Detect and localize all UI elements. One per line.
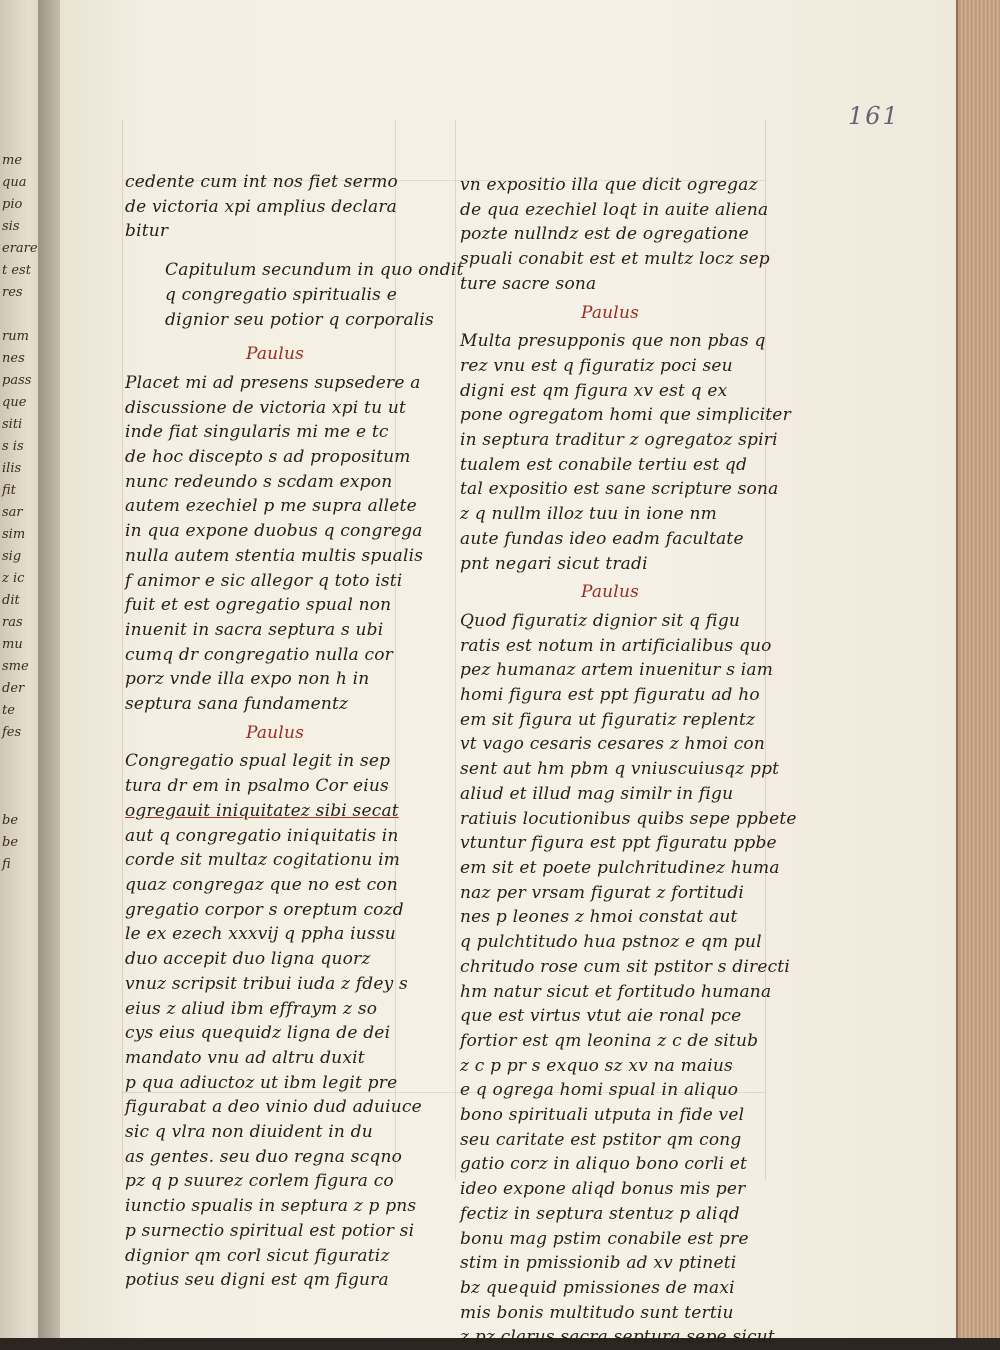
text-line: fectiz in septura stentuz p aliqd xyxy=(460,1203,740,1224)
text-line: bono spirituali utputa in fide vel xyxy=(460,1105,745,1126)
rubric-paulus: Paulus xyxy=(245,722,305,743)
text-line: autem ezechiel p me supra allete xyxy=(125,496,417,517)
text-line: bonu mag pstim conabile est pre xyxy=(460,1228,749,1249)
chapter-heading xyxy=(125,258,464,332)
text-line: ideo expone aliqd bonus mis per xyxy=(460,1179,746,1200)
text-line: chritudo rose cum sit pstitor s directi xyxy=(460,956,790,977)
paragraph xyxy=(125,371,425,717)
text-line: cumq dr congregatio nulla cor xyxy=(125,644,393,665)
text-line: naz per vrsam figurat z fortitudi xyxy=(460,882,745,903)
text-line: de hoc discepto s ad propositum xyxy=(125,447,411,468)
paragraph xyxy=(460,609,797,1350)
text-line: Quod figuratiz dignior sit q figu xyxy=(460,610,741,631)
text-line: q pulchtitudo hua pstnoz e qm pul xyxy=(460,932,762,953)
text-line: porz vnde illa expo non h in xyxy=(125,669,370,690)
opening-lines xyxy=(125,170,425,244)
text-line: p qua adiuctoz ut ibm legit pre xyxy=(125,1072,398,1093)
folio-number: 161 xyxy=(848,102,900,130)
text-line: f animor e sic allegor q toto isti xyxy=(125,570,403,591)
text-line: pz q p suurez corlem figura co xyxy=(125,1171,394,1192)
text-line: nunc redeundo s scdam expon xyxy=(125,471,393,492)
text-line: inuenit in sacra septura s ubi xyxy=(125,619,384,640)
text-line: pez humanaz artem inuenitur s iam xyxy=(460,660,774,681)
text-line: septura sana fundamentz xyxy=(125,694,349,715)
text-line: tura dr em in psalmo Cor eius xyxy=(125,776,389,797)
text-line: eius z aliud ibm effraym z so xyxy=(125,998,378,1019)
text-line: bitur xyxy=(125,221,169,242)
text-line: corde sit multaz cogitationu im xyxy=(125,850,401,871)
text-line: spuali conabit est et multz locz sep xyxy=(460,249,770,270)
text-line: vt vago cesaris cesares z hmoi con xyxy=(460,734,765,755)
text-line: nulla autem stentia multis spualis xyxy=(125,545,424,566)
text-line: vnuz scripsit tribui iuda z fdey s xyxy=(125,973,408,994)
text-line: aliud et illud mag similr in figu xyxy=(460,783,734,804)
text-line: potius seu digni est qm figura xyxy=(125,1270,389,1291)
text-line: pozte nullndz est de ogregatione xyxy=(460,224,749,245)
heading-line: q congregatio spiritualis e xyxy=(165,284,397,305)
text-line: z c p pr s exquo sz xv na maius xyxy=(460,1055,733,1076)
text-line: Multa presupponis que non pbas q xyxy=(460,331,766,352)
text-line: mis bonis multitudo sunt tertiu xyxy=(460,1302,734,1323)
right-text-column xyxy=(460,173,797,1350)
text-line: gatio corz in aliquo bono corli et xyxy=(460,1154,747,1175)
text-line: iunctio spualis in septura z p pns xyxy=(125,1196,417,1217)
text-line: homi figura est ppt figuratu ad ho xyxy=(460,685,760,706)
text-line: vtuntur figura est ppt figuratu ppbe xyxy=(460,833,777,854)
text-line: pnt negari sicut tradi xyxy=(460,553,648,574)
text-line: duo accepit duo ligna quorz xyxy=(125,949,371,970)
text-line: fortior est qm leonina z c de situb xyxy=(460,1030,759,1051)
text-line: Congregatio spual legit in sep xyxy=(125,751,391,772)
text-line: as gentes. seu duo regna scqno xyxy=(125,1146,403,1167)
text-line: inde fiat singularis mi me e tc xyxy=(125,422,389,443)
text-line: in septura traditur z ogregatoz spiri xyxy=(460,430,778,451)
paragraph xyxy=(125,749,425,1292)
text-line: Placet mi ad presens supsedere a xyxy=(125,372,421,393)
ruling-line xyxy=(122,120,123,1180)
text-line: em sit et poete pulchritudinez huma xyxy=(460,857,780,878)
text-line: in qua expone duobus q congrega xyxy=(125,521,423,542)
rubric-paulus: Paulus xyxy=(580,302,640,323)
text-line: tualem est conabile tertiu est qd xyxy=(460,454,748,475)
text-line: mandato vnu ad altru duxit xyxy=(125,1047,365,1068)
text-line: cys eius quequidz ligna de dei xyxy=(125,1023,391,1044)
heading-line: dignior seu potior q corporalis xyxy=(165,309,434,330)
text-line: que est virtus vtut aie ronal pce xyxy=(460,1006,742,1027)
text-line: discussione de victoria xpi tu ut xyxy=(125,397,406,418)
facing-page-text: me qua pio sis erare t est res rum nes pass que siti s is ilis fit sar sim sig z ic dit ras mu sme der te fes be be fi xyxy=(2,153,38,872)
text-line: vn expositio illa que dicit ogregaz xyxy=(460,175,758,195)
text-line: bz quequid pmissiones de maxi xyxy=(460,1277,735,1298)
text-line: de victoria xpi amplius declara xyxy=(125,196,397,217)
text-line: quaz congregaz que no est con xyxy=(125,874,398,895)
text-line: ratis est notum in artificialibus quo xyxy=(460,635,772,656)
text-line: aut q congregatio iniquitatis in xyxy=(125,825,399,846)
text-line: de qua ezechiel loqt in auite aliena xyxy=(460,199,769,220)
text-line: dignior qm corl sicut figuratiz xyxy=(125,1245,390,1266)
text-line: le ex ezech xxxvij q ppha iussu xyxy=(125,924,396,945)
rubric-paulus: Paulus xyxy=(580,582,640,603)
left-text-column xyxy=(125,170,464,1293)
text-line: em sit figura ut figuratiz replentz xyxy=(460,709,756,730)
text-line: z q nullm illoz tuu in ione nm xyxy=(460,504,717,525)
rubric-paulus: Paulus xyxy=(245,344,305,365)
text-line: stim in pmissionib ad xv ptineti xyxy=(460,1253,737,1274)
text-line: ogregauit iniquitatez sibi secat xyxy=(125,800,399,821)
paragraph xyxy=(460,173,770,297)
text-line: seu caritate est pstitor qm cong xyxy=(460,1129,742,1150)
text-line: fuit et est ogregatio spual non xyxy=(125,595,392,616)
text-line: rez vnu est q figuratiz poci seu xyxy=(460,355,733,376)
text-line: cedente cum int nos fiet sermo xyxy=(125,172,398,192)
text-line: nes p leones z hmoi constat aut xyxy=(460,907,738,928)
text-line: sent aut hm pbm q vniuscuiusqz ppt xyxy=(460,759,780,780)
text-line: ture sacre sona xyxy=(460,273,597,294)
text-line: aute fundas ideo eadm facultate xyxy=(460,528,744,549)
heading-line: Capitulum secundum in quo ondit xyxy=(165,260,464,281)
paragraph xyxy=(460,329,791,576)
text-line: pone ogregatom homi que simpliciter xyxy=(460,405,791,426)
text-line: ratiuis locutionibus quibs sepe ppbete xyxy=(460,808,797,829)
text-line: tal expositio est sane scripture sona xyxy=(460,479,779,500)
page-fore-edge xyxy=(956,0,1000,1338)
text-line: p surnectio spiritual est potior si xyxy=(125,1220,415,1241)
text-line: z pz clarus sacra septura sepe sicut xyxy=(460,1327,775,1348)
text-line: e q ogrega homi spual in aliquo xyxy=(460,1080,739,1101)
text-line: figurabat a deo vinio dud aduiuce xyxy=(125,1097,422,1118)
text-line: digni est qm figura xv est q ex xyxy=(460,380,728,401)
text-line: gregatio corpor s oreptum cozd xyxy=(125,899,404,920)
text-line: sic q vlra non diuident in du xyxy=(125,1122,373,1143)
text-line: hm natur sicut et fortitudo humana xyxy=(460,981,772,1002)
